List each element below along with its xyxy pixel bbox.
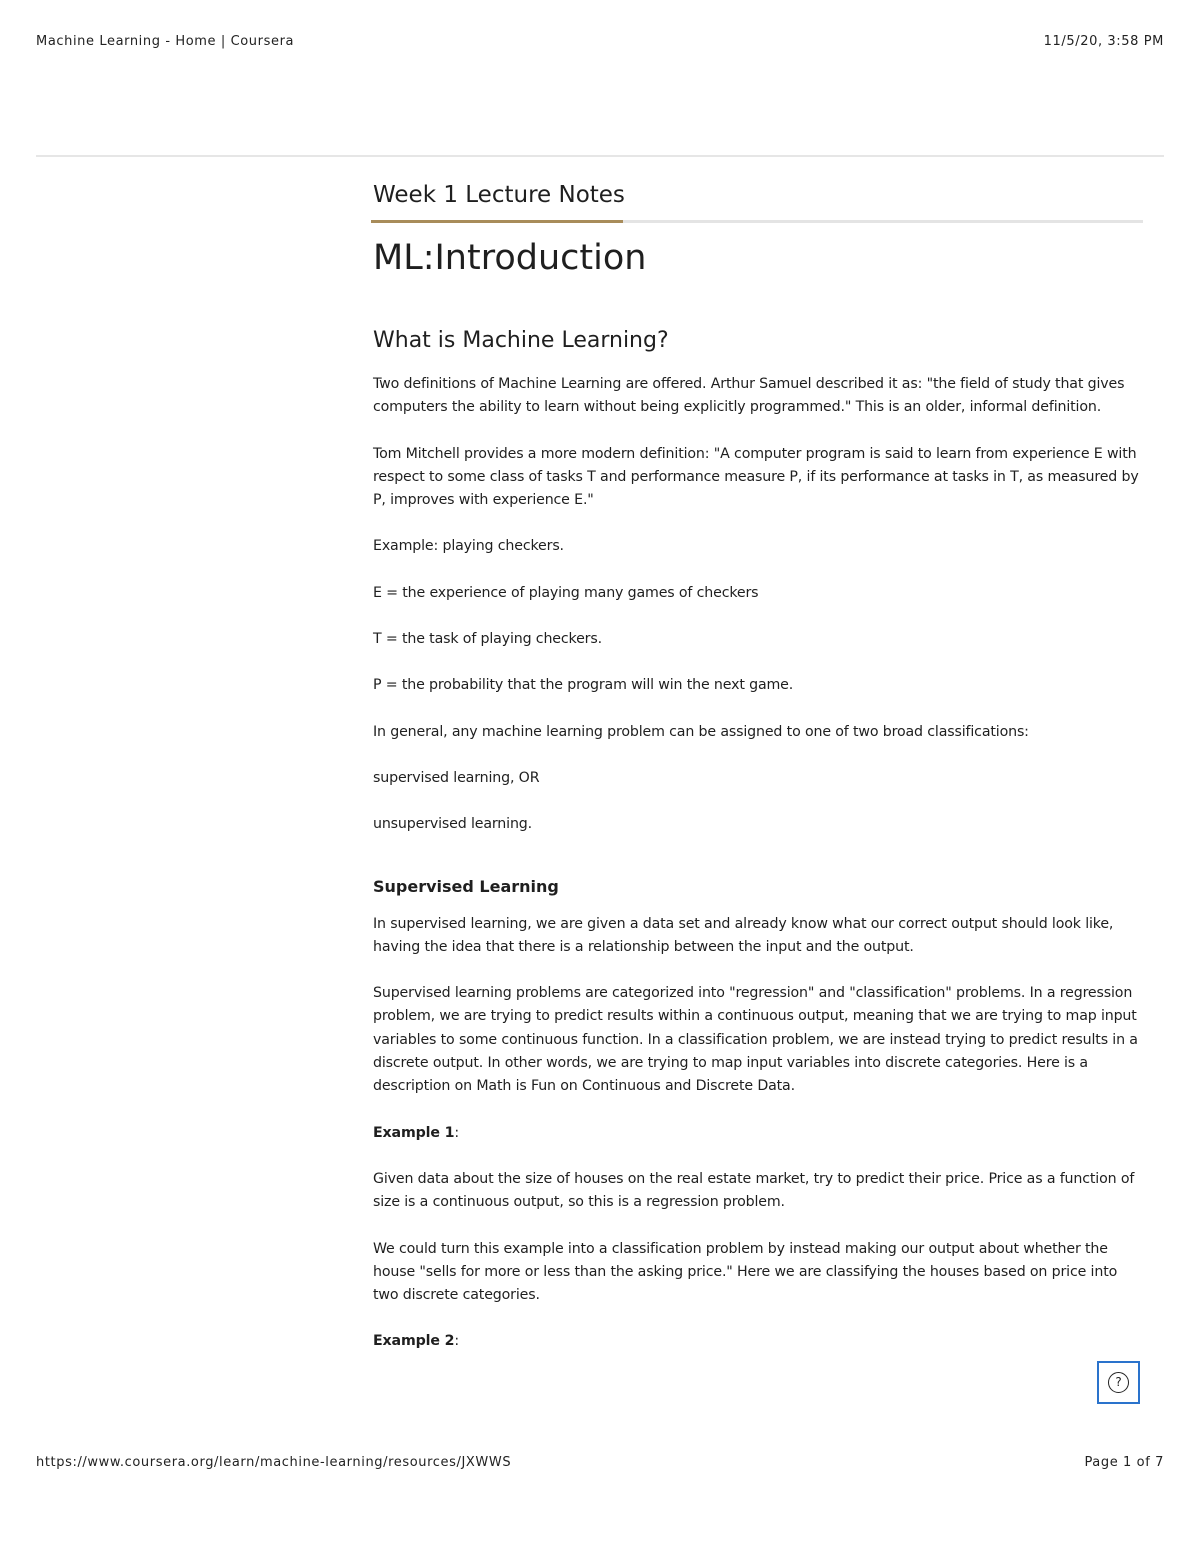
title-divider bbox=[371, 220, 1143, 223]
print-header-title: Machine Learning - Home | Coursera bbox=[36, 34, 295, 49]
paragraph: In supervised learning, we are given a data set and already know what our correct output should look like, having the idea that there is a relationship between the input and the output. bbox=[373, 915, 1114, 955]
paragraph: supervised learning, OR bbox=[373, 769, 540, 786]
page-heading: ML:Introduction bbox=[373, 238, 647, 278]
example-1-colon: : bbox=[454, 1124, 459, 1141]
paragraph: unsupervised learning. bbox=[373, 816, 532, 833]
top-divider bbox=[36, 155, 1164, 157]
paragraph: Supervised learning problems are categorized into "regression" and "classification" problems. In a regression problem, we are trying to predict results within a continuous output, meaning that we are trying to map input variables to some continuous function. In a classification problem, we are instead trying to predict results in a discrete output. In other words, we are trying to map input variables into discrete categories. Here is a description on Math is Fun on Continuous and Discrete Data. bbox=[373, 985, 1138, 1095]
print-footer bbox=[36, 1455, 1164, 1473]
print-header bbox=[36, 34, 1164, 52]
week-title: Week 1 Lecture Notes bbox=[373, 182, 625, 208]
example-2-colon: : bbox=[454, 1333, 459, 1350]
print-footer-url: https://www.coursera.org/learn/machine-learning/resources/JXWWS bbox=[36, 1455, 512, 1470]
paragraph: P = the probability that the program will win the next game. bbox=[373, 677, 794, 694]
paragraph: Two definitions of Machine Learning are offered. Arthur Samuel described it as: "the field of study that gives computers the ability to learn without being explicitly programmed." This is an older, informal definition. bbox=[373, 376, 1125, 416]
paragraph: Tom Mitchell provides a more modern definition: "A computer program is said to learn from experience E with respect to some class of tasks T and performance measure P, if its performance at tasks in T, as measured by P, improves with experience E." bbox=[373, 445, 1139, 509]
example-1-label: Example 1 bbox=[373, 1124, 455, 1141]
paragraph: We could turn this example into a classification problem by instead making our output about whether the house "sells for more or less than the asking price." Here we are classifying the houses based on price into two discrete categories. bbox=[373, 1240, 1118, 1304]
example-2-label-line bbox=[373, 1330, 1143, 1353]
title-accent-bar bbox=[371, 220, 623, 223]
help-button[interactable] bbox=[1097, 1361, 1140, 1404]
paragraph: In general, any machine learning problem can be assigned to one of two broad classifications: bbox=[373, 723, 1029, 740]
print-footer-page-info: Page 1 of 7 bbox=[1084, 1455, 1164, 1470]
paragraph: E = the experience of playing many games of checkers bbox=[373, 584, 759, 601]
section-heading-what-is-ml: What is Machine Learning? bbox=[373, 328, 669, 353]
question-circle-icon: ? bbox=[1108, 1372, 1129, 1393]
paragraph: Given data about the size of houses on the real estate market, try to predict their price. Price as a function of size is a continuous output, so this is a regression problem. bbox=[373, 1170, 1135, 1211]
section-heading-supervised-learning: Supervised Learning bbox=[373, 876, 559, 896]
print-header-datetime: 11/5/20, 3:58 PM bbox=[1043, 34, 1164, 49]
paragraph: Example: playing checkers. bbox=[373, 538, 564, 555]
example-1-label-line bbox=[373, 1122, 1143, 1145]
article-content bbox=[373, 178, 1143, 1354]
paragraph: T = the task of playing checkers. bbox=[373, 631, 602, 648]
example-2-label: Example 2 bbox=[373, 1333, 455, 1350]
